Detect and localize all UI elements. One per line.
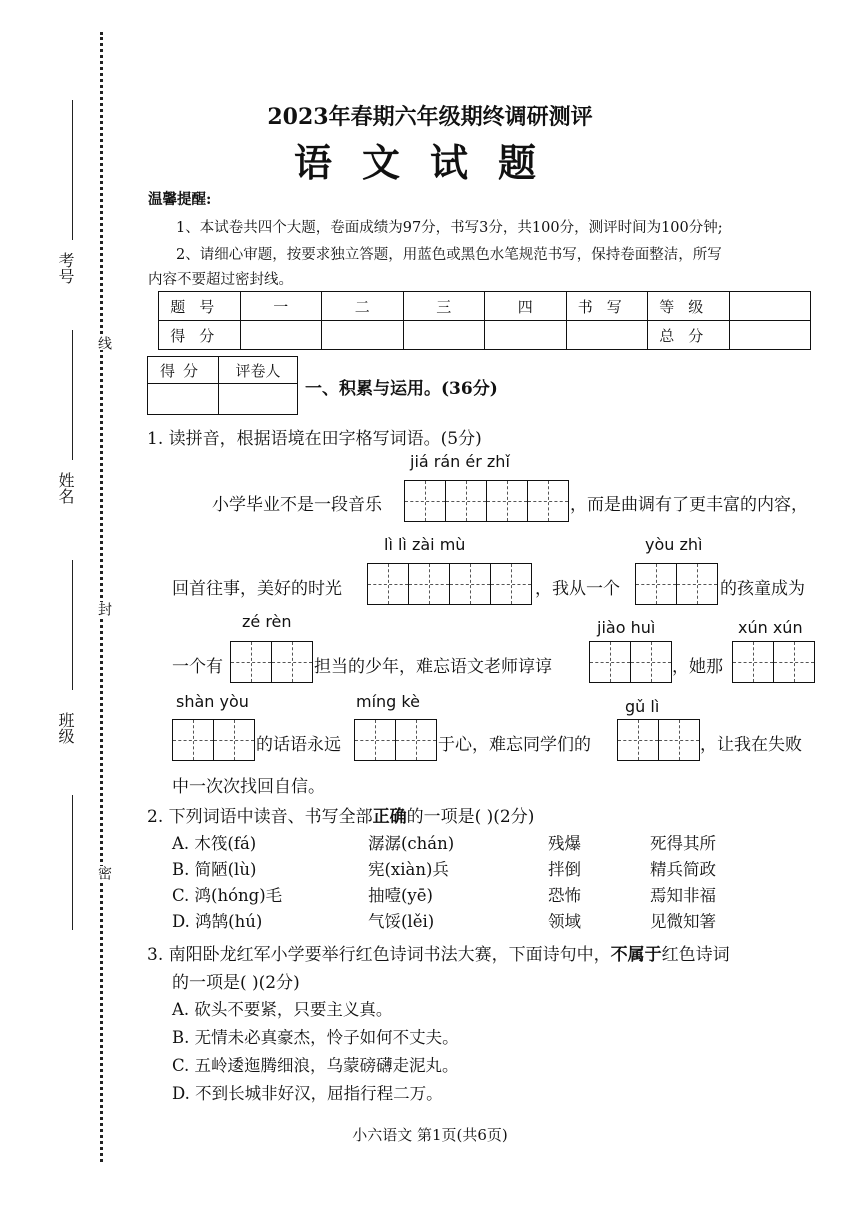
grader-score-label: 得分 xyxy=(148,357,219,384)
q2-option-a-1: A. 木筏(fá) xyxy=(172,834,257,853)
cell-part-3: 三 xyxy=(403,292,485,321)
q1-text-7: 担当的少年，难忘语文老师谆谆 xyxy=(314,657,552,677)
q3-stem-part-a: 3. 南阳卧龙红军小学要举行红色诗词书法大赛，下面诗句中， xyxy=(147,945,611,965)
q2-option-a-4: 死得其所 xyxy=(650,834,716,853)
grader-name-label: 评卷人 xyxy=(219,357,298,384)
q2-option-c-3: 恐怖 xyxy=(548,886,581,905)
q3-option-a: A. 砍头不要紧，只要主义真。 xyxy=(172,1000,393,1019)
name-label: 姓名 xyxy=(56,472,75,504)
cell-total-label: 总分 xyxy=(648,321,730,350)
cell-score-writing[interactable] xyxy=(566,321,648,350)
score-table-header-row xyxy=(159,292,811,321)
grader-name-cell[interactable] xyxy=(219,384,298,415)
exam-title: 2023年春期六年级期终调研测评 xyxy=(267,104,593,130)
grader-box xyxy=(147,356,298,415)
pinyin-1: jiá rán ér zhǐ xyxy=(410,452,510,471)
page-footer: 小六语文 第1页(共6页) xyxy=(352,1126,508,1144)
q1-text-9: 的话语永远 xyxy=(256,735,341,755)
score-table-score-row xyxy=(159,321,811,350)
q2-option-b-4: 精兵简政 xyxy=(650,860,716,879)
q2-option-c-1: C. 鸿(hóng)毛 xyxy=(172,886,283,905)
cell-score-2[interactable] xyxy=(322,321,404,350)
tzg-box-6[interactable] xyxy=(732,641,815,683)
q2-option-d-3: 领域 xyxy=(548,912,581,931)
pinyin-2: lì lì zài mù xyxy=(384,535,466,554)
grader-score-cell[interactable] xyxy=(148,384,219,415)
cell-score-4[interactable] xyxy=(485,321,567,350)
exam-no-label: 考号 xyxy=(56,252,75,284)
line-mark: 线 xyxy=(96,336,112,350)
q1-text-3: 回首往事，美好的时光 xyxy=(172,579,342,599)
pinyin-9: gǔ lì xyxy=(625,697,660,716)
q1-text-2: ，而是曲调有了更丰富的内容， xyxy=(570,495,808,515)
tzg-box-3[interactable] xyxy=(635,563,718,605)
tips-heading: 温馨提醒: xyxy=(148,191,212,208)
cell-part-2: 二 xyxy=(322,292,404,321)
tzg-box-7[interactable] xyxy=(172,719,255,761)
score-table xyxy=(158,291,811,350)
q2-stem xyxy=(147,802,534,827)
q1-text-4: ，我从一个 xyxy=(535,579,620,599)
q3-stem xyxy=(147,940,730,965)
q2-option-b-3: 拌倒 xyxy=(548,860,581,879)
q1-text-8: ，她那 xyxy=(672,657,723,677)
q3-stem-part-c: 红色诗词 xyxy=(661,945,730,965)
cell-question-no: 题号 xyxy=(159,292,241,321)
tips-line-2: 2、请细心审题，按要求独立答题，用蓝色或黑色水笔规范书写，保持卷面整洁，所写 xyxy=(176,247,722,263)
q1-text-12: 中一次次找回自信。 xyxy=(172,777,325,797)
pinyin-7: shàn yòu xyxy=(176,692,249,711)
q1-text-6: 一个有 xyxy=(172,657,223,677)
q2-option-d-4: 见微知箸 xyxy=(650,912,716,931)
cell-score-3[interactable] xyxy=(403,321,485,350)
tips-line-3: 内容不要超过密封线。 xyxy=(148,272,293,288)
q2-option-a-3: 残爆 xyxy=(548,834,581,853)
q1-text-5: 的孩童成为 xyxy=(720,579,805,599)
tzg-box-1[interactable] xyxy=(404,480,569,522)
tips-line-1: 1、本试卷共四个大题，卷面成绩为97分，书写3分，共100分，测评时间为100分钟; xyxy=(176,220,723,236)
seal-mark: 封 xyxy=(96,602,112,616)
q2-option-c-4: 焉知非福 xyxy=(650,886,716,905)
q3-stem-emphasis: 不属于 xyxy=(610,945,662,965)
cell-grade-value[interactable] xyxy=(729,292,811,321)
bottom-underline xyxy=(72,795,73,930)
pinyin-8: míng kè xyxy=(356,692,420,711)
q3-option-c: C. 五岭逶迤腾细浪，乌蒙磅礴走泥丸。 xyxy=(172,1056,459,1075)
q2-stem-part-a: 2. 下列词语中读音、书写全部 xyxy=(147,807,373,827)
q2-option-b-2: 宪(xiàn)兵 xyxy=(368,860,449,879)
tzg-box-2[interactable] xyxy=(367,563,532,605)
subject-title: 语文试题 xyxy=(293,140,566,185)
pinyin-3: yòu zhì xyxy=(645,535,703,554)
cell-grade: 等级 xyxy=(648,292,730,321)
seal-dotted-line xyxy=(100,32,103,1162)
tzg-box-8[interactable] xyxy=(354,719,437,761)
q2-stem-emphasis: 正确 xyxy=(372,807,407,827)
q2-option-b-1: B. 简陋(lù) xyxy=(172,860,257,879)
secret-mark: 密 xyxy=(96,866,112,880)
q1-stem: 1. 读拼音，根据语境在田字格写词语。(5分) xyxy=(147,429,482,449)
q1-text-10: 于心，难忘同学们的 xyxy=(438,735,591,755)
cell-total-value[interactable] xyxy=(729,321,811,350)
q2-stem-part-c: 的一项是( )(2分) xyxy=(406,807,535,827)
q1-text-1: 小学毕业不是一段音乐 xyxy=(212,495,382,515)
cell-score-label: 得分 xyxy=(159,321,241,350)
section-1-heading: 一、积累与运用。(36分) xyxy=(305,379,498,399)
q3-option-d: D. 不到长城非好汉，屈指行程二万。 xyxy=(172,1084,443,1103)
class-underline xyxy=(72,560,73,690)
q3-stem-line-2: 的一项是( )(2分) xyxy=(172,973,300,993)
q3-option-b: B. 无情未必真豪杰，怜子如何不丈夫。 xyxy=(172,1028,459,1047)
pinyin-5: jiào huì xyxy=(597,618,656,637)
name-underline xyxy=(72,330,73,460)
q2-option-a-2: 潺潺(chán) xyxy=(368,834,455,853)
q1-text-11: ，让我在失败 xyxy=(700,735,802,755)
cell-part-1: 一 xyxy=(240,292,322,321)
q2-option-c-2: 抽噎(yē) xyxy=(368,886,433,905)
pinyin-6: xún xún xyxy=(738,618,803,637)
cell-score-1[interactable] xyxy=(240,321,322,350)
cell-part-4: 四 xyxy=(485,292,567,321)
pinyin-4: zé rèn xyxy=(242,612,292,631)
tzg-box-4[interactable] xyxy=(230,641,313,683)
tzg-box-5[interactable] xyxy=(589,641,672,683)
class-label: 班级 xyxy=(56,712,75,744)
tzg-box-9[interactable] xyxy=(617,719,700,761)
q2-option-d-1: D. 鸿鹄(hú) xyxy=(172,912,263,931)
cell-writing: 书写 xyxy=(566,292,648,321)
q2-option-d-2: 气馁(lěi) xyxy=(368,912,435,931)
